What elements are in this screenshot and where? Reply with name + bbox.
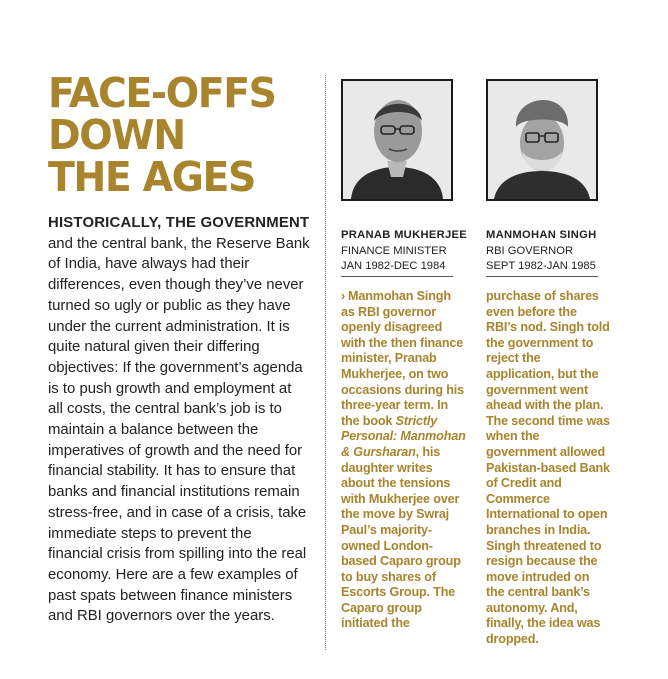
caption-rule bbox=[341, 276, 453, 277]
photo-manmohan-singh bbox=[486, 79, 598, 201]
caption-pranab-mukherjee bbox=[341, 228, 476, 275]
portrait-silhouette-icon bbox=[488, 81, 596, 199]
headline-line-3: THE AGES bbox=[48, 153, 255, 201]
story-part1-b: , his daughter writes about the tensions with Mukherjee over the move by Swraj Paul’s majority-owned London-based Caparo group to buy shares of Escorts Group. The Caparo group initiated the bbox=[341, 444, 461, 631]
person-term: JAN 1982-DEC 1984 bbox=[341, 260, 446, 272]
person-name: MANMOHAN SINGH bbox=[486, 229, 597, 241]
photo-pranab-mukherjee bbox=[341, 79, 453, 201]
person-role: FINANCE MINISTER bbox=[341, 244, 447, 257]
portrait-silhouette-icon bbox=[343, 81, 451, 199]
intro-paragraph bbox=[48, 213, 310, 627]
column-divider bbox=[325, 75, 326, 650]
person-term: SEPT 1982-JAN 1985 bbox=[486, 260, 596, 272]
headline-line-1: FACE-OFFS bbox=[48, 69, 276, 117]
headline-line-2: DOWN bbox=[48, 111, 185, 159]
caption-rule bbox=[486, 276, 598, 277]
arrow-icon: › bbox=[341, 289, 346, 303]
story-part1-a: Manmohan Singh as RBI governor openly disagreed with the then finance minister, Pranab Mukherjee, on two occasions during his three-year term. In the book bbox=[341, 289, 464, 428]
person-name: PRANAB MUKHERJEE bbox=[341, 229, 468, 241]
story-part2: purchase of shares even before the RBI’s nod. Singh told the government to reject the application, but the government went ahead with the plan. The second time was when the government allowed Pakistan-based Bank of Credit and Commerce International to open branches in India. Singh threatened to resign because the move intruded on the central bank’s autonomy. And, finally, the idea was dropped. bbox=[486, 289, 610, 647]
intro-lead: HISTORICALLY, THE GOVERNMENT bbox=[48, 215, 310, 231]
story-text bbox=[341, 289, 466, 632]
story-column-1 bbox=[341, 289, 466, 632]
headline bbox=[48, 69, 298, 201]
book-title: Strictly Personal: Manmohan & Gursharan bbox=[341, 413, 466, 459]
person-role: RBI GOVERNOR bbox=[486, 244, 574, 257]
caption-manmohan-singh bbox=[486, 228, 621, 275]
story-column-2 bbox=[486, 289, 611, 648]
intro-body: and the central bank, the Reserve Bank of India, have always had their differences, even though they’ve never turned so ugly or public as they have under the current administration. It is quite natural given their differing objectives: If the government’s agenda is to push growth and employment at all costs, the central bank’s job is to maintain a balance between the imperatives of growth and the need for financial stability. It has to ensure that banks and financial institutions remain stress-free, and in case of a crisis, take immediate steps to prevent the financial crisis from spilling into the real economy. Here are a few examples of past spats between finance ministers and RBI governors over the years. bbox=[48, 235, 310, 625]
